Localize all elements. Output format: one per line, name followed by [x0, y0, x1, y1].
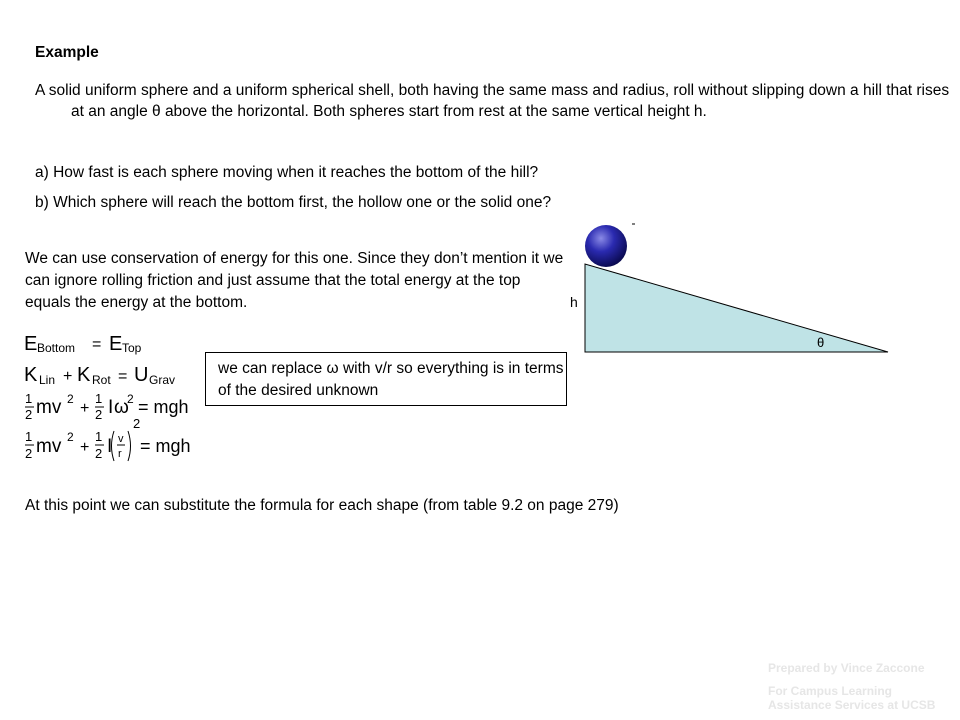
svg-text:Bottom: Bottom	[37, 341, 76, 355]
height-label: h	[570, 294, 578, 310]
svg-text:Lin: Lin	[39, 373, 56, 387]
svg-text:ω: ω	[114, 397, 129, 418]
energy-equations	[22, 328, 207, 468]
svg-text:Grav: Grav	[149, 373, 176, 387]
svg-text:K: K	[24, 364, 38, 386]
svg-text:2: 2	[67, 392, 74, 406]
incline-diagram	[560, 218, 900, 358]
svg-text:1: 1	[95, 391, 103, 406]
equation-kinetic-potential	[24, 364, 175, 387]
example-heading: Example	[35, 44, 99, 61]
svg-text:2: 2	[95, 407, 103, 422]
svg-text:1: 1	[95, 429, 103, 444]
problem-statement: A solid uniform sphere and a uniform spherical shell, both having the same mass and radius, roll without slipping down a hill that rises at an angle θ above the horizontal. Both spheres start from rest at the same vertical height h.	[35, 82, 950, 120]
footer-credit: Prepared by Vince Zaccone	[768, 661, 925, 675]
svg-text:+: +	[63, 368, 73, 385]
svg-text:+: +	[80, 439, 90, 456]
svg-text:2: 2	[25, 407, 33, 422]
svg-text:+: +	[80, 400, 90, 417]
svg-text:2: 2	[127, 392, 134, 406]
svg-text:E: E	[24, 333, 38, 355]
svg-text:K: K	[77, 364, 91, 386]
question-b: b) Which sphere will reach the bottom first, the hollow one or the solid one?	[35, 194, 552, 211]
svg-text:mv: mv	[36, 397, 62, 418]
svg-text:= mgh: = mgh	[140, 436, 191, 456]
equation-energy-balance	[24, 333, 142, 355]
svg-text:2: 2	[133, 416, 141, 431]
svg-text:=: =	[92, 336, 102, 353]
equation-with-omega	[25, 391, 189, 422]
svg-text:Top: Top	[122, 341, 142, 355]
note-box: we can replace ω with v/r so everything is in terms of the desired unknown	[205, 352, 567, 406]
equation-with-v-over-r	[25, 416, 191, 461]
svg-text:U: U	[134, 364, 149, 386]
svg-text:=: =	[118, 368, 128, 385]
sphere	[585, 225, 627, 267]
explanation-text: We can use conservation of energy for this one. Since they don’t mention it we can ignore rolling friction and just assume that the total energy at the top equals the energy at the bottom.	[25, 250, 564, 311]
svg-text:mv: mv	[36, 436, 62, 457]
angle-label: θ	[817, 335, 825, 350]
incline-triangle	[585, 264, 888, 352]
question-a: a) How fast is each sphere moving when it reaches the bottom of the hill?	[35, 164, 539, 181]
svg-text:I: I	[107, 436, 113, 457]
svg-text:2: 2	[67, 430, 74, 444]
footer-affiliation: For Campus Learning Assistance Services at UCSB	[768, 684, 936, 712]
svg-text:v: v	[118, 433, 124, 445]
svg-text:1: 1	[25, 429, 33, 444]
svg-text:2: 2	[95, 446, 103, 461]
svg-text:r: r	[118, 448, 122, 460]
svg-text:2: 2	[25, 446, 33, 461]
svg-text:I: I	[108, 397, 114, 418]
svg-text:1: 1	[25, 391, 33, 406]
svg-text:Rot: Rot	[92, 373, 111, 387]
svg-text:E: E	[109, 333, 123, 355]
svg-text:= mgh: = mgh	[138, 397, 189, 417]
conclusion-text: At this point we can substitute the formula for each shape (from table 9.2 on page 279)	[25, 497, 619, 514]
